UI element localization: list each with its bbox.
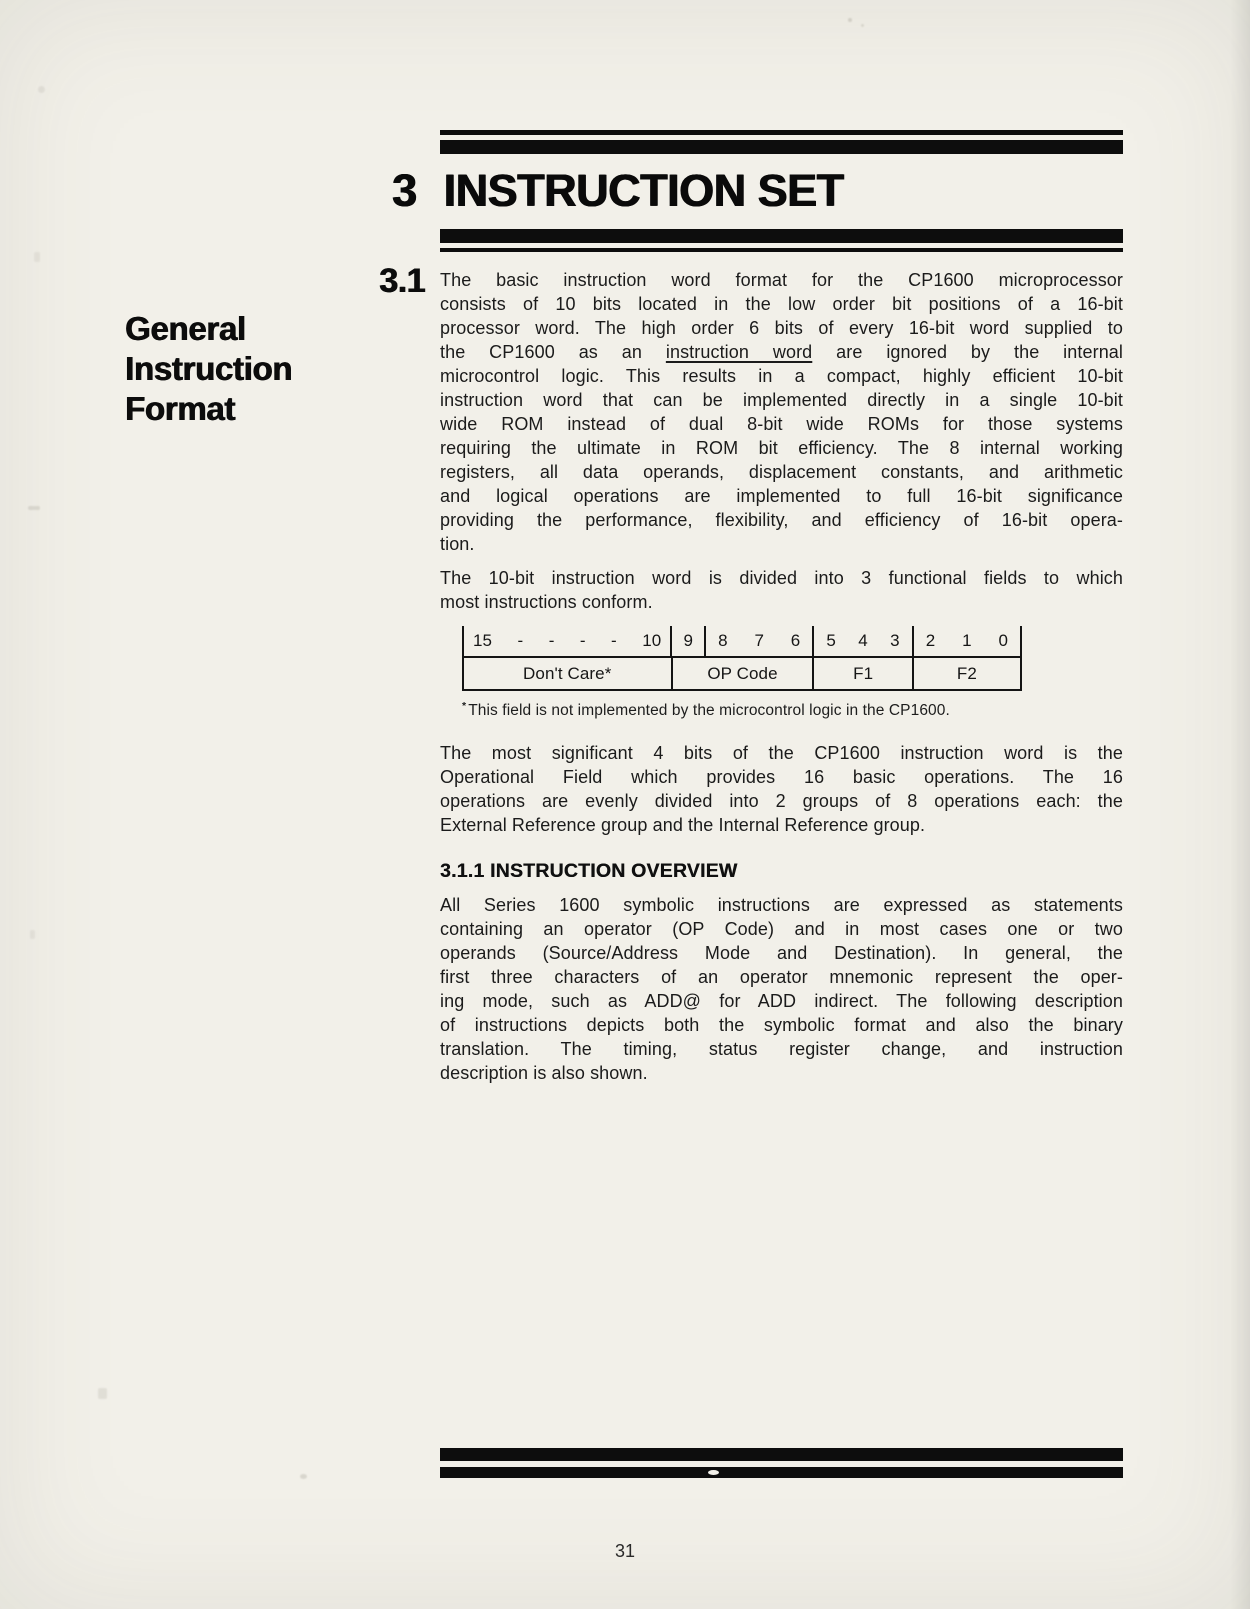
subsection-heading: 3.1.1 INSTRUCTION OVERVIEW [440, 860, 738, 882]
text-line: wide ROM instead of dual 8-bit wide ROMs for those systems [440, 414, 1123, 434]
footnote-asterisk: * [462, 699, 467, 712]
title-rule-thick [440, 229, 1123, 243]
chapter-number: 3 [392, 165, 417, 216]
table-footnote [462, 701, 1123, 721]
text-line: of instructions depicts both the symbolic format and also the binary [440, 1015, 1123, 1035]
section-heading-sidebar [125, 262, 425, 429]
bit-label: - [548, 631, 555, 650]
bit-cell-9 [672, 626, 706, 656]
paragraph-instruction-overview [440, 893, 1123, 1085]
bottom-rule-thick [440, 1448, 1123, 1461]
scan-edge-shade [1230, 0, 1250, 1609]
text-line: operations are evenly divided into 2 groups of 8 operations each: the [440, 791, 1123, 811]
bit-label: 9 [683, 631, 693, 650]
bit-label: 4 [858, 631, 868, 650]
text-line: the CP1600 as an instruction word are ignored by the internal [440, 342, 1124, 362]
field-labels-row [464, 658, 1020, 689]
bottom-rule-thin [440, 1467, 1123, 1478]
field-f1: F1 [814, 658, 913, 689]
text-line: containing an operator (OP Code) and in most cases one or two [440, 919, 1123, 939]
bit-numbers-row [464, 626, 1020, 658]
text-line: ing mode, such as ADD@ for ADD indirect. The following description [440, 991, 1123, 1011]
scan-artifact [300, 1474, 307, 1479]
section-number: 3.1 [379, 262, 425, 300]
text-line: All Series 1600 symbolic instructions are expressed as statements [440, 895, 1123, 915]
page-number: 31 [614, 1541, 636, 1561]
paragraph-operational-field [440, 741, 1123, 837]
section-title [125, 309, 425, 429]
text-line: The basic instruction word format for the CP1600 microprocessor [440, 270, 1123, 290]
scan-artifact [28, 506, 40, 510]
top-rule-thick [440, 140, 1123, 154]
text-line: General [125, 310, 246, 347]
text-line: most instructions conform. [440, 592, 653, 612]
text-line: External Reference group and the Internal Reference group. [440, 815, 926, 835]
field-op-code: OP Code [673, 658, 815, 689]
paragraph-general-format-1 [440, 268, 1123, 556]
field-f2: F2 [956, 663, 977, 683]
text-line: operands (Source/Address Mode and Destination). In general, the [440, 943, 1123, 963]
bit-cell-opcode-range [706, 626, 814, 656]
scan-artifact [98, 1388, 107, 1399]
paragraph-general-format-2 [440, 566, 1123, 614]
bit-label: 5 [826, 631, 836, 650]
bit-label: - [579, 631, 586, 650]
text-line: consists of 10 bits located in the low order bit positions of a 16-bit [440, 294, 1123, 314]
scan-white-dot [708, 1470, 719, 1475]
bit-label: 2 [925, 631, 936, 650]
bit-cell-dont-care-range [464, 626, 672, 656]
scan-artifact [848, 18, 852, 22]
top-rule-thin [440, 130, 1123, 135]
bit-label: 0 [998, 631, 1008, 650]
text-line: Operational Field which provides 16 basic operations. The 16 [440, 767, 1123, 787]
bit-label: 6 [790, 631, 801, 650]
bit-cell-f1-range [814, 626, 913, 656]
bit-label: 7 [754, 631, 764, 650]
bit-label: 10 [642, 631, 662, 650]
text-line: tion. [440, 534, 475, 554]
text-line: providing the performance, flexibility, and efficiency of 16-bit opera- [440, 510, 1123, 530]
scan-artifact [861, 24, 864, 27]
chapter-title-text: INSTRUCTION SET [443, 165, 844, 216]
scan-artifact [30, 930, 35, 939]
text-line: The 10-bit instruction word is divided into 3 functional fields to which [440, 568, 1123, 588]
text-line: first three characters of an operator mnemonic represent the oper- [440, 967, 1123, 987]
bit-label: - [611, 631, 617, 650]
footnote-text: This field is not implemented by the microcontrol logic in the CP1600. [468, 702, 950, 719]
text-line: processor word. The high order 6 bits of every 16-bit word supplied to [440, 318, 1123, 338]
chapter-title [392, 165, 844, 216]
bit-label: 1 [962, 631, 972, 650]
text-line: translation. The timing, status register change, and instruction [440, 1039, 1123, 1059]
bit-label: 15 [473, 631, 493, 650]
text-line: The most significant 4 bits of the CP1600 instruction word is the [440, 743, 1123, 763]
text-line: Format [125, 390, 236, 427]
instruction-word-format-table [462, 626, 1022, 691]
scan-artifact [34, 252, 40, 262]
text-line: Instruction [125, 350, 293, 387]
text-line: microcontrol logic. This results in a compact, highly efficient 10-bit [440, 366, 1123, 386]
text-line: registers, all data operands, displacement constants, and arithmetic [440, 462, 1123, 482]
field-dont-care: Don't Care* [464, 658, 673, 689]
text-line: and logical operations are implemented to full 16-bit significance [440, 486, 1123, 506]
text-line: instruction word that can be implemented directly in a single 10-bit [440, 390, 1123, 410]
bit-cell-f2-range [914, 626, 1020, 656]
bit-label: 3 [890, 631, 900, 650]
text-line: requiring the ultimate in ROM bit efficiency. The 8 internal working [440, 438, 1123, 458]
bit-label: 8 [718, 631, 728, 650]
body-column [440, 268, 1123, 1085]
bit-label: - [517, 631, 524, 650]
scan-artifact [38, 86, 45, 93]
text-line: description is also shown. [440, 1063, 648, 1083]
title-rule-thin [440, 248, 1123, 252]
